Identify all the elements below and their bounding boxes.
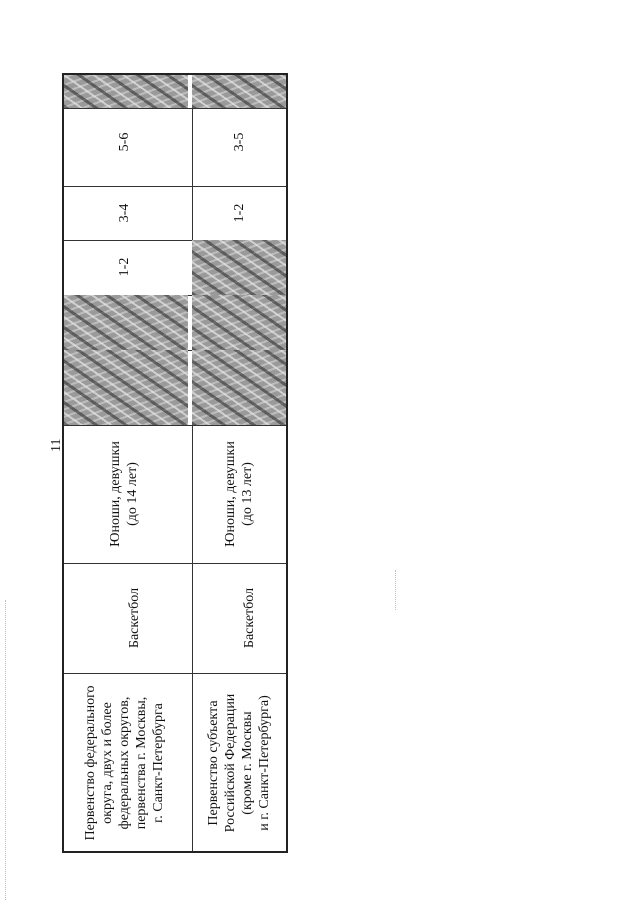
- competition-line: г. Санкт-Петербурга: [150, 703, 166, 823]
- sport-cell: Баскетбол: [241, 587, 257, 649]
- place-cell: 1-2: [231, 203, 247, 223]
- results-table: [62, 73, 288, 853]
- age-group-line: Юноши, девушки: [108, 441, 123, 547]
- shaded-cell: [192, 350, 286, 425]
- competition-line: первенства г. Москвы,: [133, 696, 149, 830]
- column-divider: [64, 108, 286, 109]
- place-cell: 5-6: [116, 132, 132, 152]
- page-number: 11: [49, 438, 64, 452]
- shaded-cell: [192, 240, 286, 295]
- column-divider: [64, 425, 286, 426]
- shaded-cell: [64, 295, 188, 350]
- age-group-line: Юноши, девушки: [223, 441, 238, 547]
- competition-line: Российской Федерации: [223, 693, 238, 833]
- age-group-cell: [105, 428, 143, 560]
- competition-cell: [72, 675, 176, 851]
- place-cell: 3-5: [231, 132, 247, 152]
- competition-line: (кроме г. Москвы: [240, 711, 255, 815]
- column-divider: [64, 186, 286, 187]
- age-group-line: (до 14 лет): [125, 462, 140, 526]
- competition-line: и г. Санкт-Петербурга): [257, 695, 272, 831]
- scan-margin-dots: [395, 570, 397, 610]
- shaded-cell: [192, 75, 286, 108]
- competition-line: округа, двух и более: [99, 702, 115, 824]
- competition-cell: [196, 675, 282, 851]
- age-group-line: (до 13 лет): [240, 462, 255, 526]
- competition-line: федеральных округов,: [116, 696, 132, 830]
- place-cell: 3-4: [116, 203, 132, 223]
- scan-margin-dots: [5, 600, 7, 900]
- place-cell: 1-2: [116, 257, 132, 277]
- shaded-cell: [192, 295, 286, 350]
- age-group-cell: [220, 428, 258, 560]
- competition-line: Первенство субъекта: [206, 700, 221, 826]
- shaded-cell: [64, 75, 188, 108]
- sport-cell: Баскетбол: [126, 587, 142, 649]
- shaded-cell: [64, 350, 188, 425]
- column-divider: [64, 563, 286, 564]
- competition-line: Первенство федерального: [82, 685, 98, 841]
- column-divider: [64, 673, 286, 674]
- row-separator: [188, 75, 193, 851]
